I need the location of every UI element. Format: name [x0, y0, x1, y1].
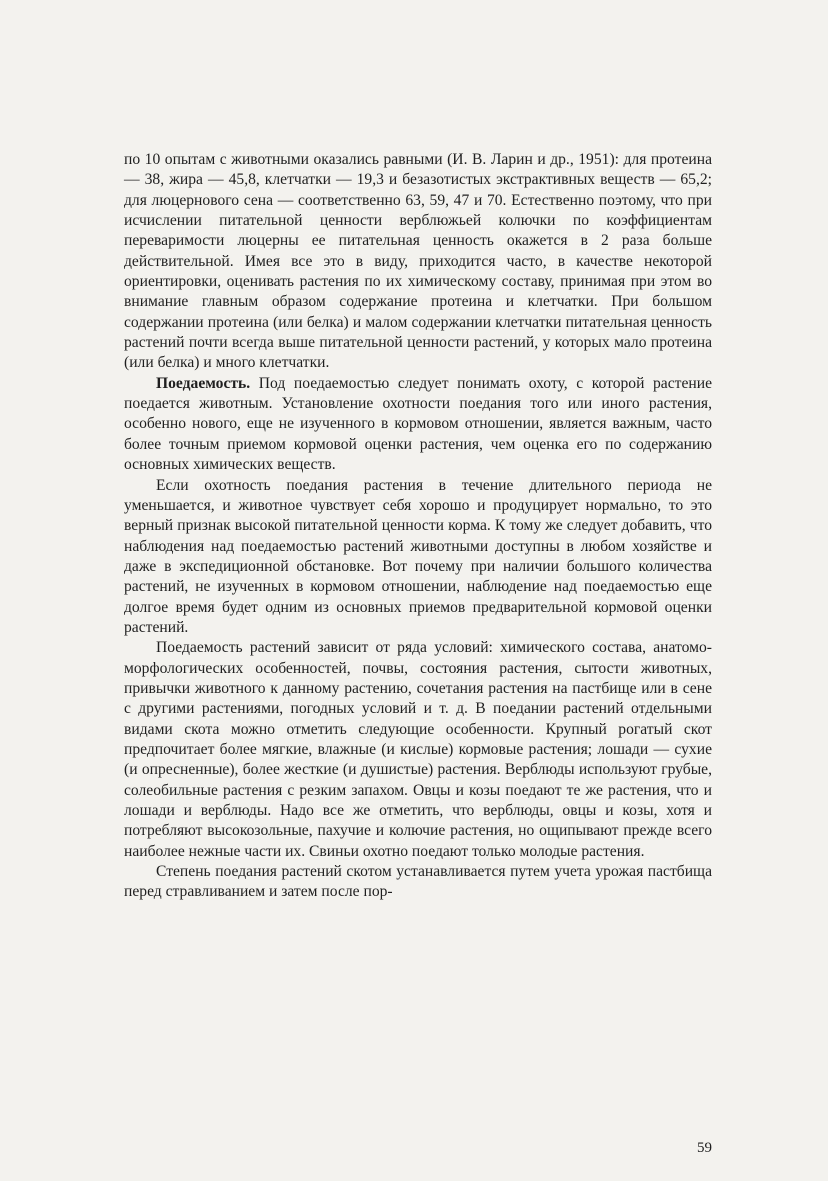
paragraph-1 [124, 150, 712, 374]
paragraph-1-text: по 10 опытам с животными оказались равными (И. В. Ларин и др., 1951): для протеина — 38, жира — 45,8, клетчатки — 19,3 и безазотистых экстрактивных веществ — 65,2; для люцернового сена — соответственно 63, 59, 47 и 70. Естественно поэтому, что при исчислении питательной ценности верблюжьей колючки по коэффициентам переваримости люцерны ее питательная ценность окажется в 2 раза больше действительной. Имея все это в виду, приходится часто, в качестве некоторой ориентировки, оценивать растения по их химическому составу, принимая при этом во внимание главным образом содержание протеина и клетчатки. При большом содержании протеина (или белка) и малом содержании клетчатки питательная ценность растений почти всегда выше питательной ценности растений, у которых мало протеина (или белка) и много клетчатки. [124, 151, 712, 372]
paragraph-2 [124, 374, 712, 476]
paragraph-4 [124, 638, 712, 862]
body-text [124, 150, 712, 903]
paragraph-4-text: Поедаемость растений зависит от ряда условий: химического состава, анатомо-морфологических особенностей, почвы, состояния растения, сытости животных, привычки животного к данному растению, сочетания растения на пастбище или в сене с другими растениями, погодных условий и т. д. В поедании растений отдельными видами скота можно отметить следующие особенности. Крупный рогатый скот предпочитает более мягкие, влажные (и кислые) кормовые растения; лошади — сухие (и опресненные), более жесткие (и душистые) растения. Верблюды используют грубые, солеобильные растения с резким запахом. Овцы и козы поедают те же растения, что и лошади и верблюды. Надо все же отметить, что верблюды, овцы и козы, хотя и потребляют высокозольные, пахучие и колючие растения, но ощипывают прежде всего наиболее нежные части их. Свиньи охотно поедают только молодые растения. [124, 639, 712, 860]
section-heading-poedaemost: Поедаемость. [156, 374, 251, 392]
paragraph-3-text: Если охотность поедания растения в течение длительного периода не уменьшается, и животное чувствует себя хорошо и продуцирует нормально, то это верный признак высокой питательной ценности корма. К тому же следует добавить, что наблюдения над поедаемостью растений животными доступны в любом хозяйстве и даже в экспедиционной обстановке. Вот почему при наличии большого количества растений, не изученных в кормовом отношении, наблюдение над поедаемостью еще долгое время будет одним из основных приемов предварительной кормовой оценки растений. [124, 476, 712, 636]
paragraph-3 [124, 476, 712, 639]
paragraph-5-text: Степень поедания растений скотом устанавливается путем учета урожая пастбища перед стравливанием и затем после пор- [124, 863, 712, 901]
paragraph-2-text: Под поедаемостью следует понимать охоту, с которой растение поедается животным. Установление охотности поедания того или иного растения, особенно нового, еще не изученного в кормовом отношении, является важным, часто более точным приемом кормовой оценки растения, чем оценка его по содержанию основных химических веществ. [124, 374, 712, 474]
paragraph-5 [124, 862, 712, 903]
page-number: 59 [697, 1140, 712, 1156]
